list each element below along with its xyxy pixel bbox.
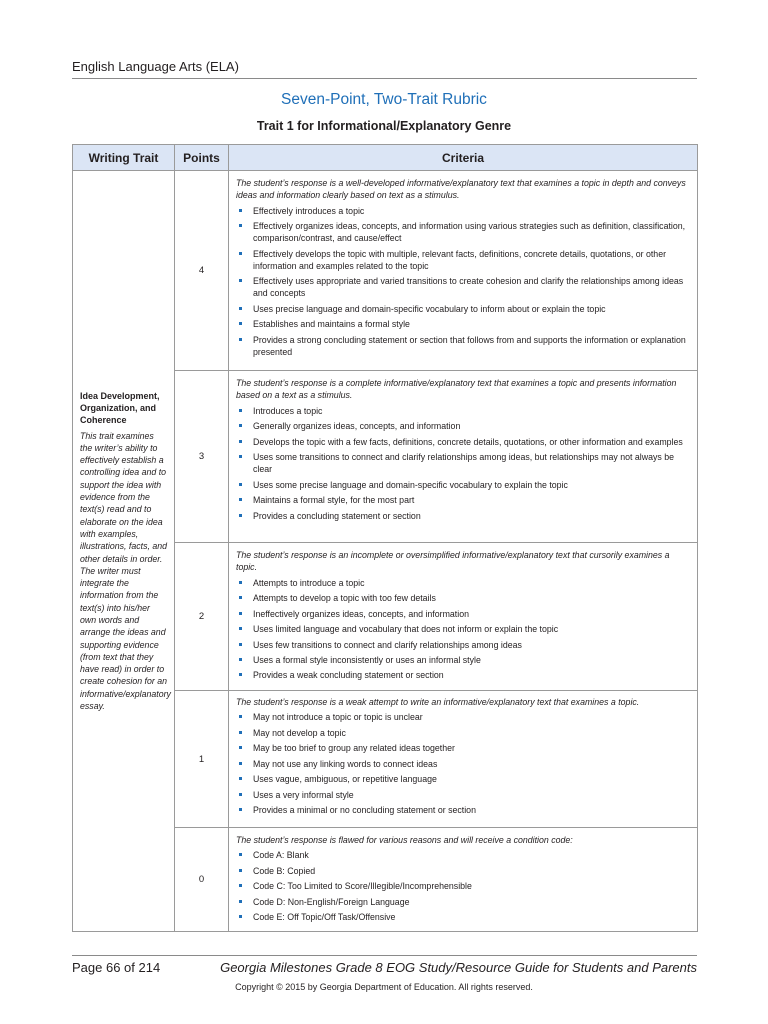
criteria-item: Effectively introduces a topic — [236, 205, 691, 217]
criteria-list — [236, 849, 691, 923]
rubric-table — [72, 144, 698, 932]
criteria-item: Introduces a topic — [236, 405, 691, 417]
criteria-intro: The student’s response is a complete informative/explanatory text that examines a topic and presents information based on a text as a stimulus. — [236, 378, 677, 401]
criteria-item: Uses few transitions to connect and clarify relationships among ideas — [236, 639, 691, 651]
trait-description: This trait examines the writer’s ability to effectively establish a controlling idea and to support the idea with evidence from the text(s) read and to elaborate on the idea with examples, illustrations, facts, and other details in order. The writer must integrate the information from the text(s) into his/her own words and arrange the ideas and supporting evidence (from text that they have read) in order to create cohesion for an informative/explanatory essay. — [80, 430, 171, 712]
criteria-item: Uses some precise language and domain-specific vocabulary to explain the topic — [236, 479, 691, 491]
page-number: Page 66 of 214 — [72, 960, 161, 975]
criteria-item: Uses vague, ambiguous, or repetitive language — [236, 773, 691, 785]
criteria-item: May be too brief to group any related ideas together — [236, 742, 691, 754]
criteria-item: Code A: Blank — [236, 849, 691, 861]
table-header-row — [73, 145, 698, 171]
criteria-item: Uses some transitions to connect and clarify relationships among ideas, but relationships may not always be clear — [236, 451, 691, 475]
criteria-item: Uses a formal style inconsistently or uses an informal style — [236, 654, 691, 666]
column-header-writing-trait: Writing Trait — [73, 145, 175, 171]
criteria-list — [236, 711, 691, 816]
points-value: 4 — [175, 171, 229, 371]
criteria-item: Effectively organizes ideas, concepts, and information using various strategies such as definition, classification, comparison/contrast, and cause/effect — [236, 220, 691, 244]
criteria-item: Effectively develops the topic with multiple, relevant facts, definitions, concrete details, quotations, or other information and examples related to the topic — [236, 248, 691, 272]
criteria-cell — [229, 828, 698, 932]
criteria-intro: The student’s response is a well-developed informative/explanatory text that examines a topic in depth and conveys ideas and information clearly based on text as a stimulus. — [236, 178, 686, 201]
guide-title: Georgia Milestones Grade 8 EOG Study/Resource Guide for Students and Parents — [220, 960, 697, 975]
criteria-intro: The student’s response is flawed for various reasons and will receive a condition code: — [236, 835, 573, 845]
points-value: 1 — [175, 691, 229, 828]
criteria-item: Attempts to develop a topic with too few details — [236, 592, 691, 604]
criteria-item: Provides a concluding statement or section — [236, 510, 691, 522]
criteria-item: Ineffectively organizes ideas, concepts, and information — [236, 608, 691, 620]
criteria-intro: The student’s response is a weak attempt to write an informative/explanatory text that examines a topic. — [236, 697, 640, 707]
criteria-item: Uses a very informal style — [236, 789, 691, 801]
rubric-subtitle: Trait 1 for Informational/Explanatory Genre — [256, 119, 512, 133]
points-value: 0 — [175, 828, 229, 932]
criteria-item: Code D: Non-English/Foreign Language — [236, 896, 691, 908]
trait-name: Idea Development, Organization, and Coherence — [80, 390, 160, 426]
criteria-item: Code C: Too Limited to Score/Illegible/Incomprehensible — [236, 880, 691, 892]
points-value: 2 — [175, 543, 229, 691]
criteria-cell — [229, 171, 698, 371]
criteria-item: Uses precise language and domain-specific vocabulary to inform about or explain the topic — [236, 303, 691, 315]
criteria-item: May not develop a topic — [236, 727, 691, 739]
criteria-item: Generally organizes ideas, concepts, and information — [236, 420, 691, 432]
criteria-item: May not use any linking words to connect ideas — [236, 758, 691, 770]
writing-trait-cell — [73, 171, 175, 932]
criteria-item: Code B: Copied — [236, 865, 691, 877]
criteria-item: Provides a minimal or no concluding statement or section — [236, 804, 691, 816]
rubric-row-4 — [73, 171, 698, 371]
criteria-item: Provides a weak concluding statement or section — [236, 669, 691, 681]
criteria-item: Effectively uses appropriate and varied transitions to create cohesion and clarify the relationships among ideas and concepts — [236, 275, 691, 299]
criteria-cell — [229, 691, 698, 828]
header-divider — [72, 78, 697, 79]
criteria-item: Provides a strong concluding statement or section that follows from and supports the information or explanation presented — [236, 334, 691, 358]
criteria-item: Develops the topic with a few facts, definitions, concrete details, quotations, or other information and examples — [236, 436, 691, 448]
criteria-cell — [229, 371, 698, 543]
document-header: English Language Arts (ELA) — [72, 59, 239, 74]
criteria-item: Maintains a formal style, for the most part — [236, 494, 691, 506]
criteria-item: Attempts to introduce a topic — [236, 577, 691, 589]
criteria-list — [236, 405, 691, 522]
criteria-intro: The student’s response is an incomplete or oversimplified informative/explanatory text that cursorily examines a topic. — [236, 550, 670, 573]
criteria-list — [236, 205, 691, 358]
column-header-points: Points — [175, 145, 229, 171]
criteria-item: May not introduce a topic or topic is unclear — [236, 711, 691, 723]
criteria-item: Uses limited language and vocabulary that does not inform or explain the topic — [236, 623, 691, 635]
criteria-item: Establishes and maintains a formal style — [236, 318, 691, 330]
rubric-title: Seven-Point, Two-Trait Rubric — [281, 91, 487, 108]
rubric-body — [73, 171, 698, 932]
points-value: 3 — [175, 371, 229, 543]
criteria-item: Code E: Off Topic/Off Task/Offensive — [236, 911, 691, 923]
copyright-notice: Copyright © 2015 by Georgia Department of Education. All rights reserved. — [235, 982, 533, 992]
criteria-list — [236, 577, 691, 682]
criteria-cell — [229, 543, 698, 691]
column-header-criteria: Criteria — [229, 145, 698, 171]
footer-divider — [72, 955, 697, 956]
